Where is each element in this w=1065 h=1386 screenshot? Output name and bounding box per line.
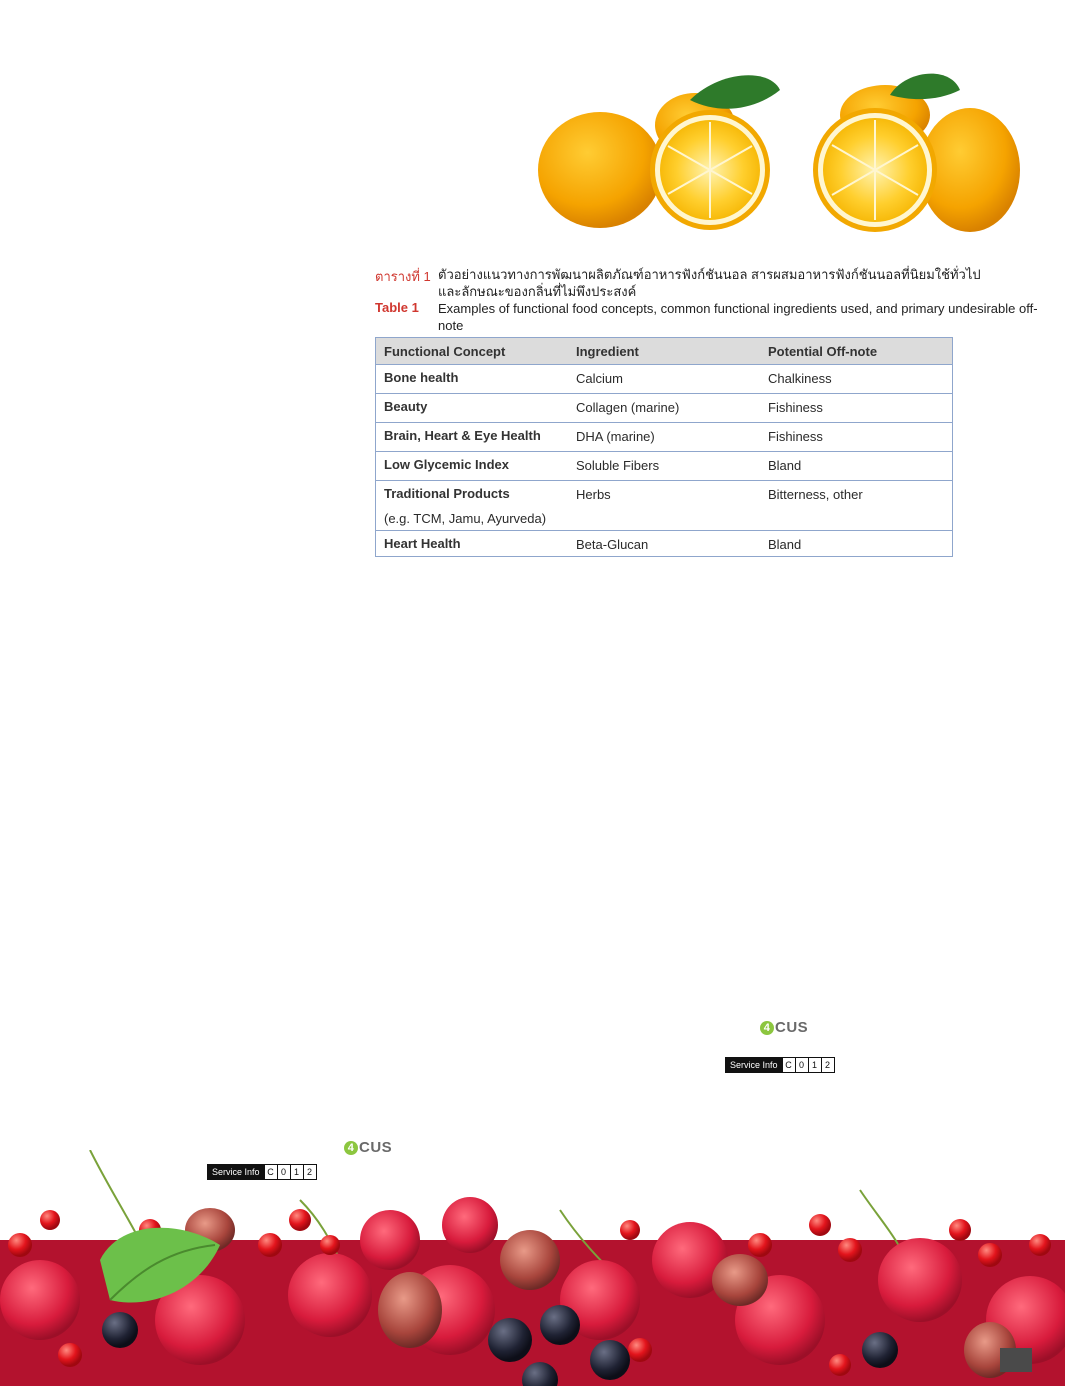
focus-logo-text: CUS [775, 1019, 809, 1036]
row-ingredient: DHA (marine) [576, 429, 655, 444]
row-concept: Brain, Heart & Eye Health [384, 428, 541, 443]
table-row [376, 423, 952, 452]
row-ingredient: Beta-Glucan [576, 537, 649, 552]
row-offnote: Chalkiness [768, 371, 832, 386]
service-info-digit: 0 [277, 1165, 290, 1179]
row-concept: Bone health [384, 370, 459, 385]
service-info-digit: 1 [808, 1058, 821, 1072]
page-number-box [1000, 1348, 1032, 1372]
functional-food-table [375, 337, 953, 557]
row-offnote: Bland [768, 537, 802, 552]
table-row [376, 481, 952, 531]
thai-caption-line-2: และลักษณะของกลิ่นที่ไม่พึงประสงค์ [438, 284, 637, 299]
row-ingredient: Herbs [576, 487, 611, 502]
table-row [376, 365, 952, 394]
service-info-digit: 2 [303, 1165, 316, 1179]
berries-photo [0, 1150, 1065, 1386]
service-info-digit: 2 [821, 1058, 834, 1072]
row-ingredient: Collagen (marine) [576, 400, 680, 415]
row-concept: Low Glycemic Index [384, 457, 509, 472]
table-row [376, 394, 952, 423]
service-info-code-c: C [264, 1165, 277, 1179]
focus-logo-text: CUS [359, 1139, 393, 1156]
table-header-row [376, 338, 952, 365]
service-info-label: Service Info [208, 1165, 264, 1179]
row-offnote: Fishiness [768, 400, 823, 415]
table-row [376, 531, 952, 558]
focus-logo-four: 4 [344, 1141, 358, 1155]
thai-table-label: ตารางที่ 1 [375, 269, 431, 284]
header-functional-concept: Functional Concept [384, 344, 506, 359]
row-concept-sub: (e.g. TCM, Jamu, Ayurveda) [384, 511, 547, 526]
service-info-label: Service Info [726, 1058, 782, 1072]
english-table-label: Table 1 [375, 300, 419, 315]
thai-caption [438, 266, 1028, 300]
row-ingredient: Calcium [576, 371, 623, 386]
service-info-digit: 1 [290, 1165, 303, 1179]
row-ingredient: Soluble Fibers [576, 458, 660, 473]
table-row [376, 452, 952, 481]
service-info-badge [725, 1057, 835, 1073]
header-ingredient: Ingredient [576, 344, 639, 359]
focus-logo [760, 1019, 808, 1036]
focus-logo-four: 4 [760, 1021, 774, 1035]
row-concept: Traditional Products [384, 486, 510, 501]
thai-caption-line-1: ตัวอย่างแนวทางการพัฒนาผลิตภัณฑ์อาหารฟังก์ชันนอล สารผสมอาหารฟังก์ชันนอลที่นิยมใช้ทั่วไป [438, 267, 981, 282]
header-potential-off-note: Potential Off-note [768, 344, 878, 359]
service-info-digit: 0 [795, 1058, 808, 1072]
english-caption: Examples of functional food concepts, common functional ingredients used, and primary undesirable off-note [438, 301, 1038, 333]
service-info-code-c: C [782, 1058, 795, 1072]
row-concept: Beauty [384, 399, 428, 414]
row-offnote: Fishiness [768, 429, 823, 444]
row-offnote: Bland [768, 458, 802, 473]
row-concept: Heart Health [384, 536, 461, 551]
row-offnote: Bitterness, other [768, 487, 863, 502]
oranges-photo [530, 70, 1030, 250]
